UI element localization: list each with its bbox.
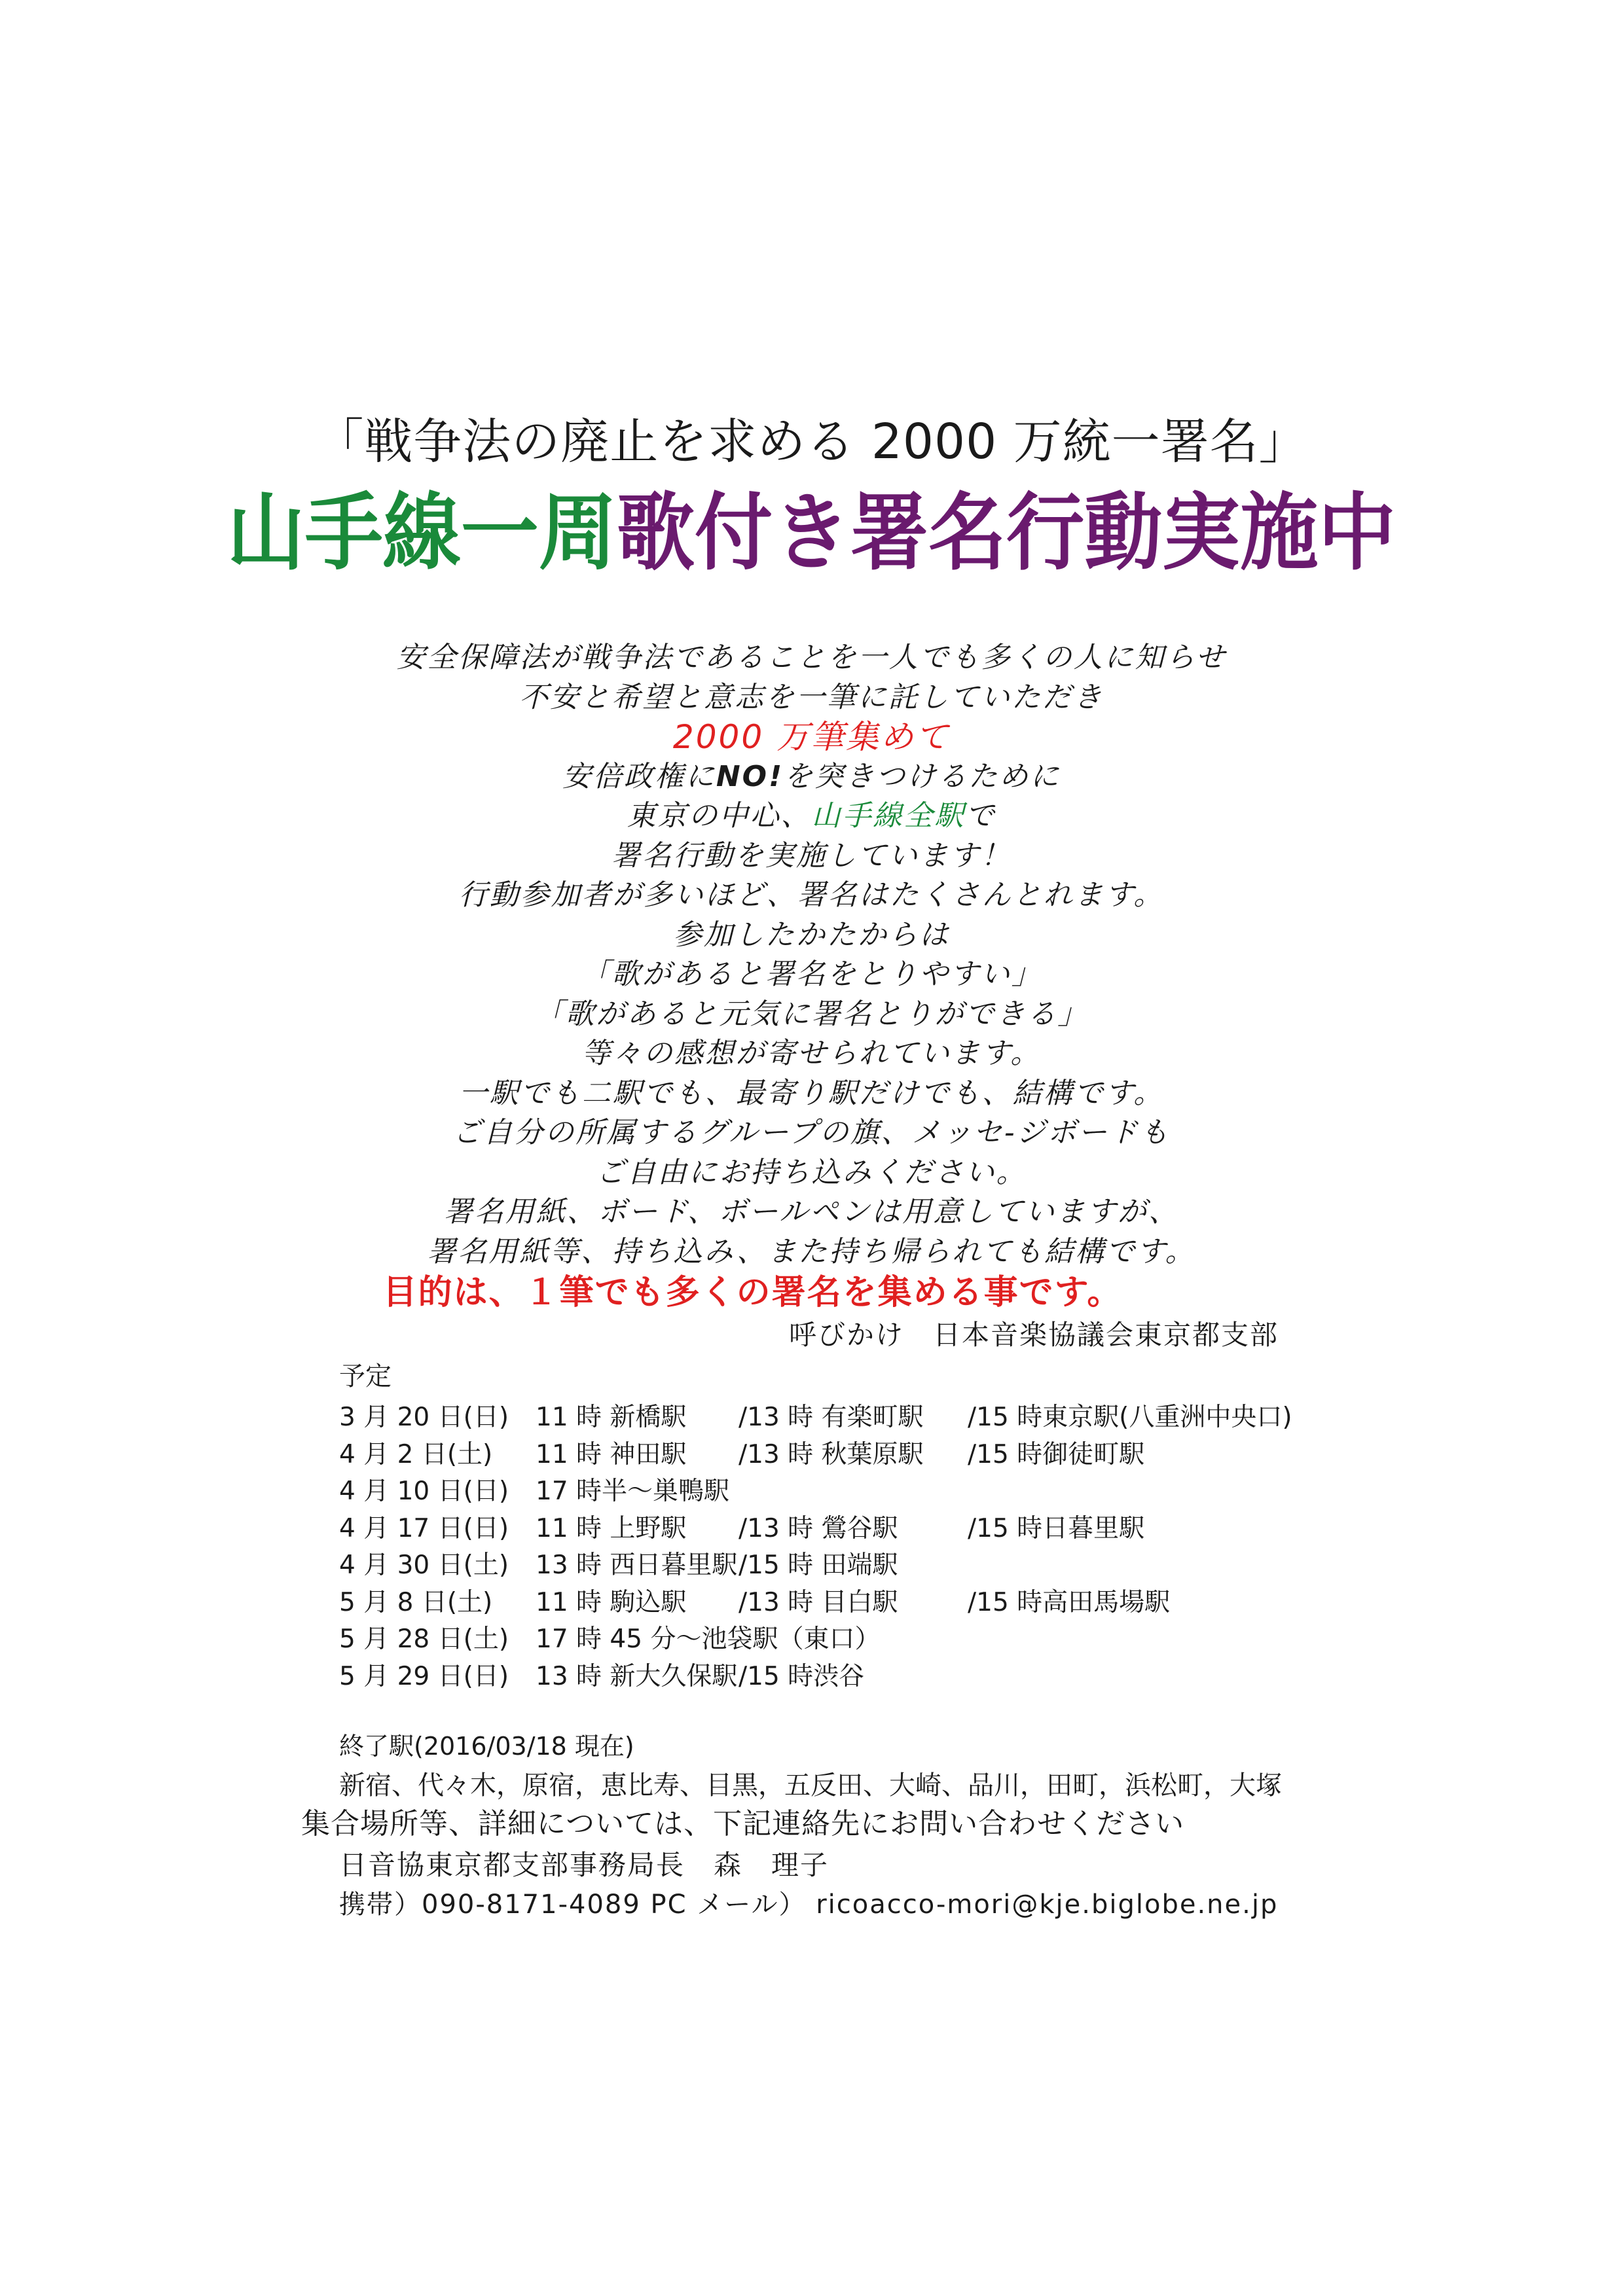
body-fragment: 東京の中心、 — [627, 799, 812, 833]
goal-count: 2000 万筆集めて — [672, 718, 951, 756]
schedule-slot-3: /15 時東京駅(八重洲中央口) — [968, 1403, 1292, 1432]
body-line: 「歌があると元気に署名とりができる」 — [534, 997, 1089, 1031]
purpose-statement: 目的は、１筆でも多くの署名を集める事です。 — [382, 1273, 1123, 1312]
schedule-date: 5 月 28 日(土) — [339, 1624, 509, 1654]
no-emphasis: NO! — [716, 759, 784, 793]
body-fragment: で — [965, 799, 996, 833]
schedule-slot-3: /15 時御徒町駅 — [968, 1439, 1145, 1469]
body-line: 署名用紙、ボード、ボールペンは用意していますが、 — [443, 1195, 1180, 1229]
body-line: 参加したかたからは — [673, 918, 950, 952]
body-fragment: 安倍政権に — [562, 759, 716, 793]
body-line-highlight — [0, 717, 1623, 757]
body-line: 不安と希望と意志を一筆に託していただき — [519, 680, 1104, 714]
body-line: 「歌があると署名をとりやすい」 — [581, 958, 1042, 991]
schedule-slot-1: 17 時半～巣鴨駅 — [536, 1477, 730, 1506]
schedule-slot-1: 13 時 西日暮里駅 — [536, 1551, 738, 1580]
schedule-slot-2: /15 時 田端駅 — [739, 1551, 898, 1580]
body-line: 安全保障法が戦争法であることを一人でも多くの人に知らせ — [396, 641, 1227, 674]
organizer-credit: 呼びかけ 日本音楽協議会東京都支部 — [789, 1319, 1279, 1351]
schedule-slot-2: /13 時 秋葉原駅 — [739, 1439, 924, 1469]
schedule-slot-2: /15 時渋谷 — [739, 1661, 865, 1691]
body-line: ご自分の所属するグループの旗、メッセ-ジボードも — [452, 1116, 1171, 1149]
headline-green: 山手線一周 — [227, 484, 617, 582]
schedule-slot-1: 17 時 45 分～池袋駅（東口） — [536, 1624, 881, 1654]
body-text — [0, 638, 1623, 1272]
ended-stations-list: 新宿、代々木，原宿，恵比寿、目黒，五反田、大崎、品川，田町，浜松町，大塚 — [339, 1770, 1282, 1801]
contact-heading: 集合場所等、詳細については、下記連絡先にお問い合わせください — [301, 1807, 1185, 1840]
body-line: 行動参加者が多いほど、署名はたくさんとれます。 — [458, 878, 1165, 912]
body-line: 一駅でも二駅でも、最寄り駅だけでも、結構です。 — [458, 1076, 1165, 1110]
schedule-date: 5 月 8 日(土) — [339, 1587, 493, 1617]
schedule-slot-1: 11 時 神田駅 — [536, 1439, 687, 1469]
contact-name: 日音協東京都支部事務局長 森 理子 — [339, 1849, 830, 1881]
schedule-slot-1: 13 時 新大久保駅 — [536, 1661, 738, 1691]
schedule-date: 4 月 10 日(日) — [339, 1477, 509, 1506]
schedule-slot-3: /15 時日暮里駅 — [968, 1513, 1145, 1543]
schedule-slot-1: 11 時 新橋駅 — [536, 1403, 687, 1432]
schedule-date: 4 月 2 日(土) — [339, 1439, 493, 1469]
schedule-slot-2: /13 時 有楽町駅 — [739, 1403, 924, 1432]
schedule-slot-1: 11 時 駒込駅 — [536, 1587, 687, 1617]
body-line — [0, 797, 1623, 836]
body-line: 署名用紙等、持ち込み、また持ち帰られても結構です。 — [427, 1234, 1196, 1268]
schedule-slot-2: /13 時 鶯谷駅 — [739, 1513, 898, 1543]
yamanote-emphasis: 山手線全駅 — [811, 799, 966, 833]
page-headline — [57, 481, 1566, 586]
body-line: 署名行動を実施しています！ — [611, 838, 1012, 872]
body-line: 等々の感想が寄せられています。 — [581, 1037, 1042, 1070]
schedule-date: 4 月 17 日(日) — [339, 1513, 509, 1543]
schedule-date: 4 月 30 日(土) — [339, 1551, 509, 1580]
schedule-title: 予定 — [339, 1361, 392, 1391]
ended-stations-title: 終了駅(2016/03/18 現在) — [339, 1732, 634, 1761]
schedule-slot-3: /15 時高田馬場駅 — [968, 1587, 1171, 1617]
petition-subtitle: 「戦争法の廃止を求める 2000 万統一署名」 — [315, 414, 1308, 470]
schedule-date: 5 月 29 日(日) — [339, 1661, 509, 1691]
headline-purple: 歌付き署名行動実施中 — [616, 484, 1396, 582]
body-line: ご自由にお持ち込みください。 — [596, 1155, 1027, 1189]
schedule-date: 3 月 20 日(日) — [339, 1403, 509, 1432]
body-line — [0, 757, 1623, 797]
contact-phone-email: 携帯）090-8171-4089 PC メール） ricoacco-mori@kje.biglobe.ne.jp — [339, 1890, 1279, 1920]
body-fragment: を突きつけるために — [784, 759, 1061, 793]
schedule-slot-1: 11 時 上野駅 — [536, 1513, 687, 1543]
schedule-slot-2: /13 時 目白駅 — [739, 1587, 898, 1617]
